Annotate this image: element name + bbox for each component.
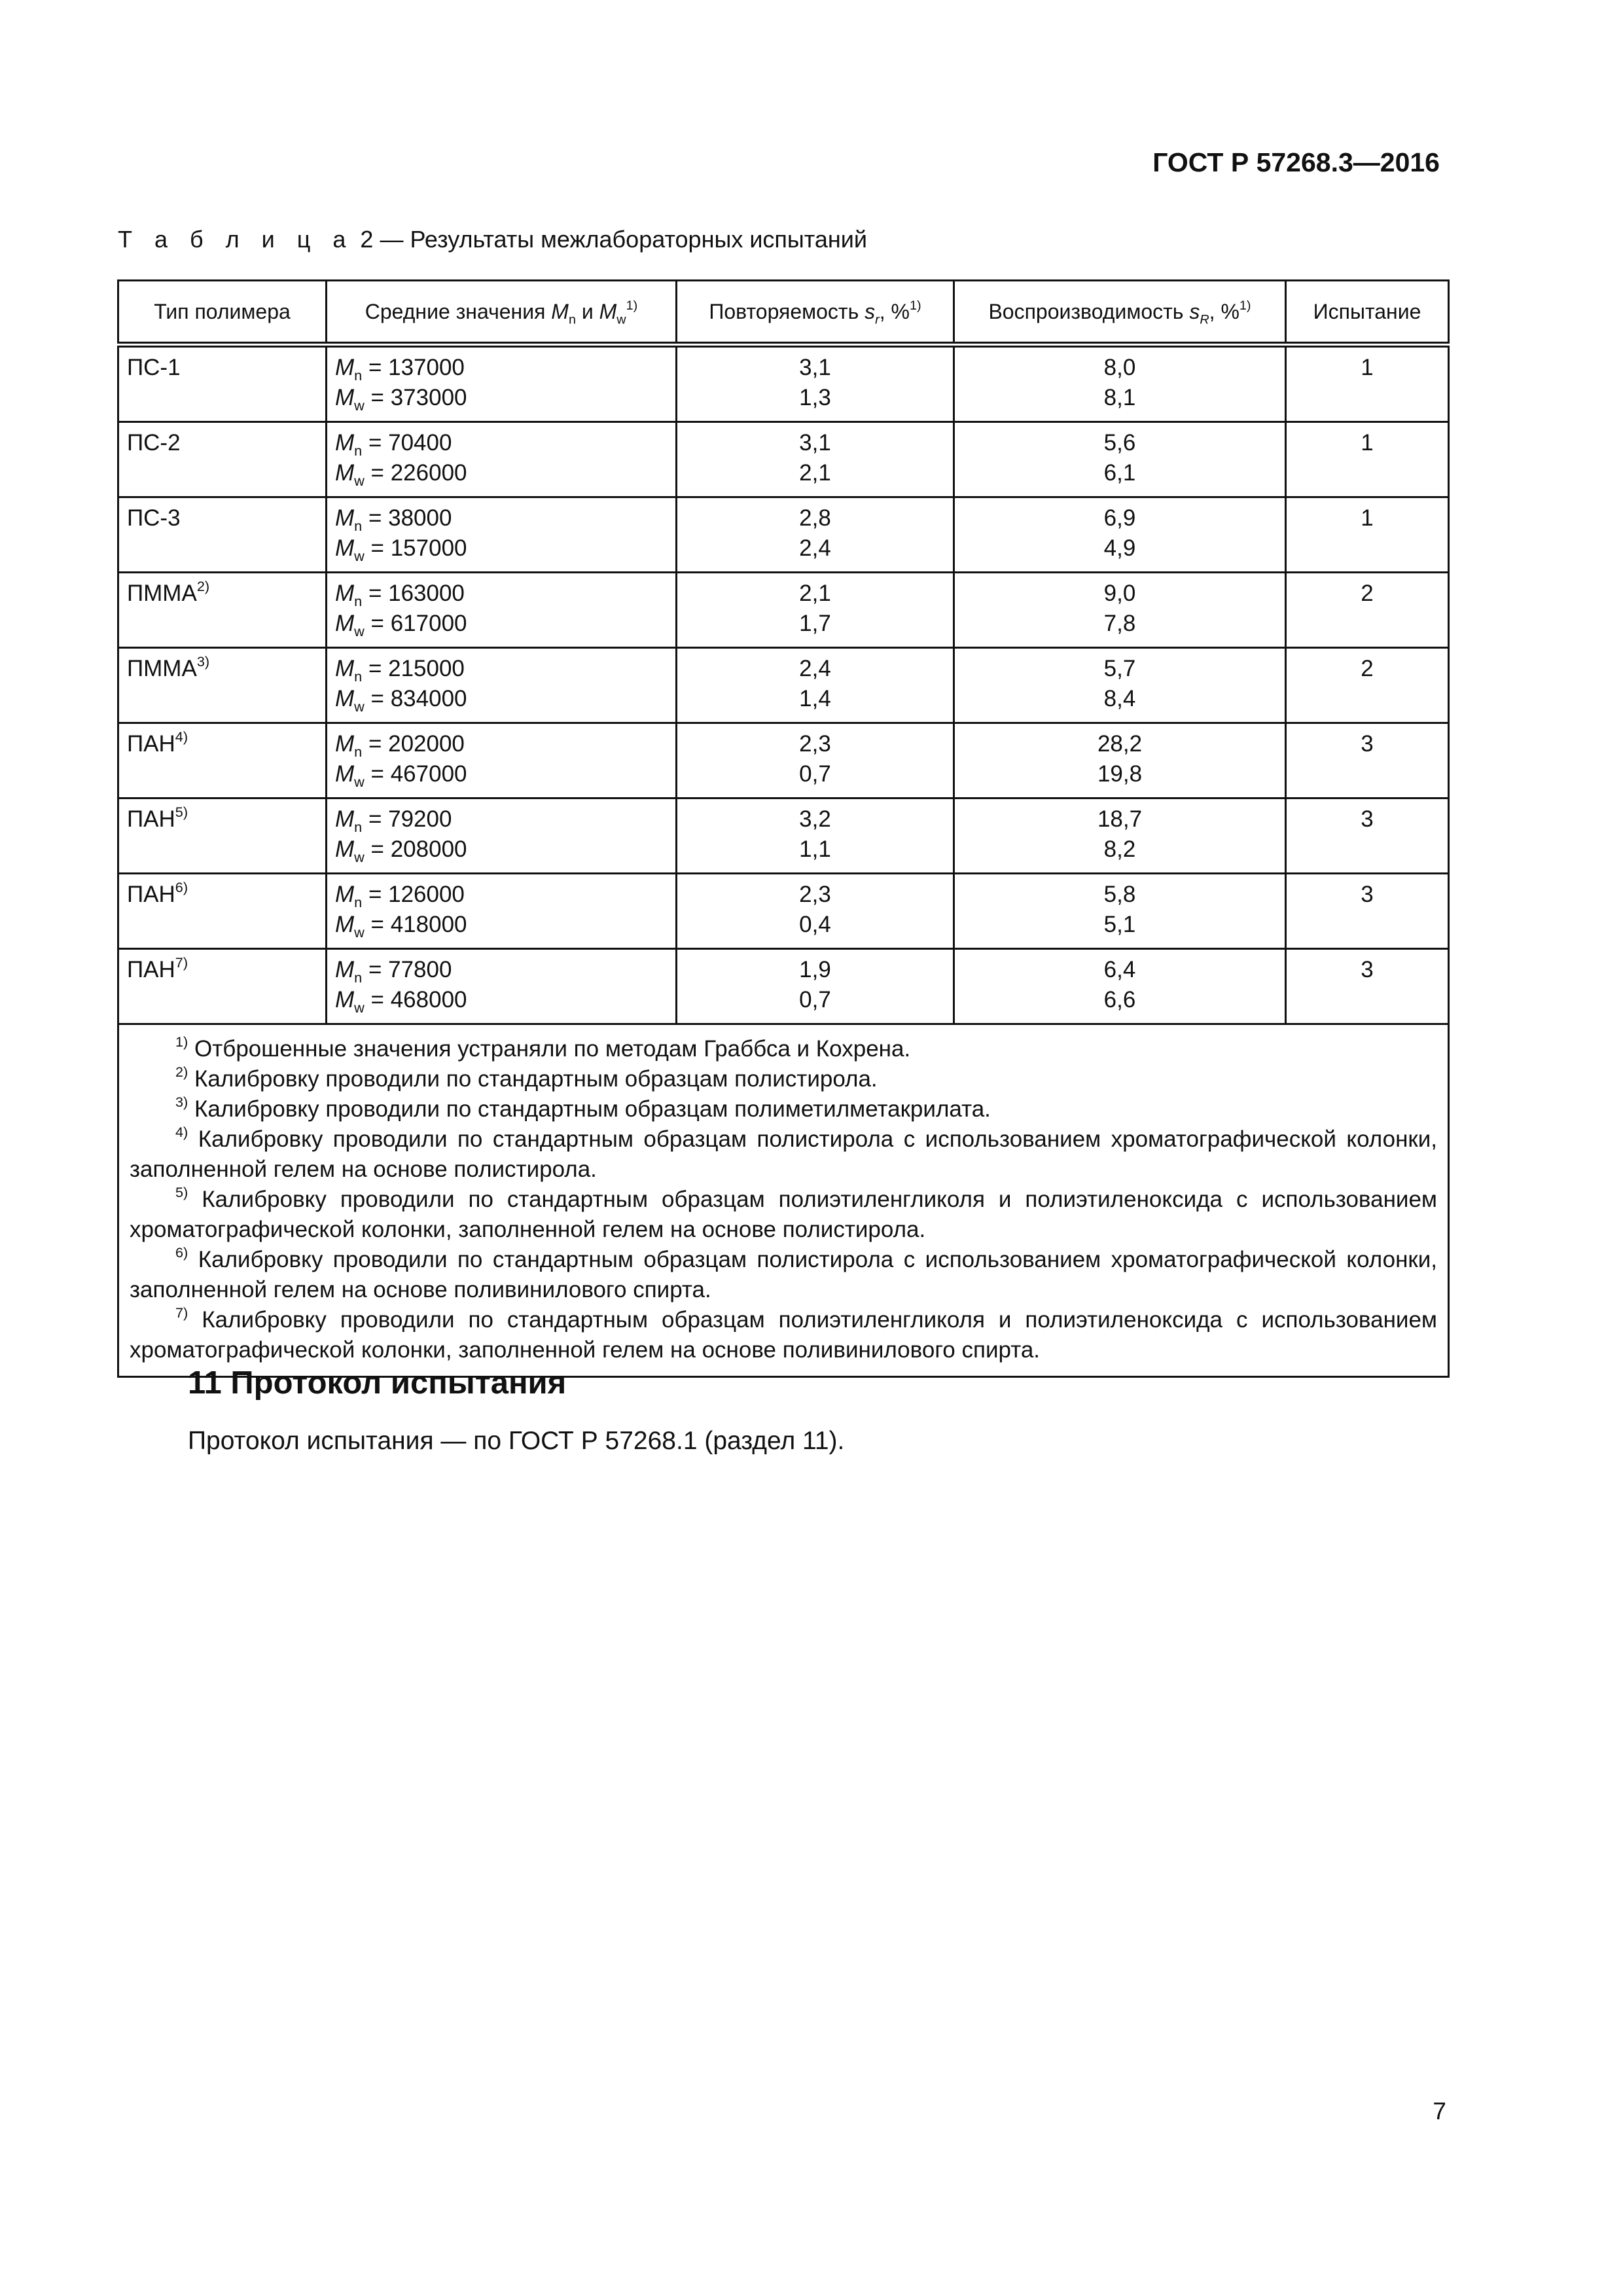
cell-repeatability: 3,2 1,1 [677, 798, 954, 874]
cell-reproducibility: 6,9 4,9 [954, 497, 1286, 573]
cell-test: 2 [1286, 573, 1449, 648]
cell-reproducibility: 28,2 19,8 [954, 723, 1286, 798]
table-row [118, 422, 1449, 497]
table-row [118, 723, 1449, 798]
cell-test: 1 [1286, 422, 1449, 497]
value-mn: $M_n = 70400$ [335, 430, 452, 459]
cell-averages [327, 723, 677, 798]
cell-test: 3 [1286, 723, 1449, 798]
cell-test: 2 [1286, 648, 1449, 723]
cell-averages [327, 422, 677, 497]
cell-averages [327, 648, 677, 723]
value-mw: $M_w = 418000$ [335, 912, 467, 941]
cell-repeatability: 1,9 0,7 [677, 949, 954, 1024]
cell-averages [327, 497, 677, 573]
results-table-wrapper [117, 279, 1448, 1378]
value-mn: $M_n = 202000$ [335, 731, 465, 760]
results-table [117, 279, 1450, 1378]
cell-polymer: ПММА$^{2)}$ [118, 573, 327, 648]
footnote: $^{7)}$ Калибровку проводили по стандартным образцам полиэтиленгликоля и полиэтиленоксида с использованием хроматографической колонки, заполненной гелем на основе поливинилового спирта. [130, 1304, 1437, 1363]
cell-repeatability: 2,3 0,7 [677, 723, 954, 798]
value-mn: $M_n = 79200$ [335, 806, 452, 835]
table-row [118, 497, 1449, 573]
cell-repeatability: 2,8 2,4 [677, 497, 954, 573]
header-polymer-type: Тип полимера [118, 281, 327, 345]
table-caption [118, 226, 867, 253]
cell-repeatability: 3,1 1,3 [677, 345, 954, 422]
table-row [118, 345, 1449, 422]
value-mw: $M_w = 208000$ [335, 836, 467, 865]
footnote: $^{3)}$ Калибровку проводили по стандартным образцам полиметилметакрилата. [175, 1094, 991, 1122]
value-mw: $M_w = 373000$ [335, 385, 467, 414]
cell-polymer: ПАН$^{6)}$ [118, 874, 327, 949]
table-caption-prefix: Т а б л и ц а [118, 226, 354, 253]
cell-test: 1 [1286, 497, 1449, 573]
table-row [118, 949, 1449, 1024]
footnote: $^{6)}$ Калибровку проводили по стандартным образцам полистирола с использованием хроматографической колонки, заполненной гелем на основе поливинилового спирта. [130, 1244, 1437, 1302]
table-footnotes-row [118, 1024, 1449, 1377]
cell-polymer: ПАН$^{5)}$ [118, 798, 327, 874]
cell-reproducibility: 9,0 7,8 [954, 573, 1286, 648]
value-mw: $M_w = 157000$ [335, 535, 467, 564]
cell-reproducibility: 18,7 8,2 [954, 798, 1286, 874]
cell-averages [327, 798, 677, 874]
cell-reproducibility: 5,7 8,4 [954, 648, 1286, 723]
cell-reproducibility: 6,4 6,6 [954, 949, 1286, 1024]
cell-polymer: ПС-3 [118, 497, 327, 573]
cell-averages [327, 573, 677, 648]
value-mn: $M_n = 215000$ [335, 656, 465, 685]
cell-test: 1 [1286, 345, 1449, 422]
footnote: $^{4)}$ Калибровку проводили по стандартным образцам полистирола с использованием хроматографической колонки, заполненной гелем на основе полистирола. [130, 1124, 1437, 1182]
footnote: $^{2)}$ Калибровку проводили по стандартным образцам полистирола. [175, 1064, 878, 1092]
table-footnotes [118, 1024, 1449, 1377]
header-test: Испытание [1286, 281, 1449, 345]
section-title: 11 Протокол испытания [188, 1365, 567, 1401]
footnote: $^{5)}$ Калибровку проводили по стандартным образцам полиэтиленгликоля и полиэтиленоксида с использованием хроматографической колонки, заполненной гелем на основе полистирола. [130, 1184, 1437, 1242]
table-row [118, 648, 1449, 723]
table-caption-number: 2 [360, 226, 374, 253]
table-caption-title: — Результаты межлабораторных испытаний [380, 226, 868, 253]
value-mn: $M_n = 163000$ [335, 581, 465, 609]
cell-polymer: ПАН$^{7)}$ [118, 949, 327, 1024]
header-repeatability: Повторяемость $s_r$, %$^{1)}$ [677, 281, 954, 345]
value-mn: $M_n = 126000$ [335, 882, 465, 910]
cell-test: 3 [1286, 949, 1449, 1024]
value-mw: $M_w = 468000$ [335, 987, 467, 1016]
table-row [118, 573, 1449, 648]
cell-polymer: ПС-1 [118, 345, 327, 422]
value-mn: $M_n = 77800$ [335, 957, 452, 986]
table-row [118, 874, 1449, 949]
header-reproducibility: Воспроизводимость $s_R$, %$^{1)}$ [954, 281, 1286, 345]
cell-averages [327, 874, 677, 949]
header-average-values: Средние значения $M_n$ и $M_w^{1)}$ [327, 281, 677, 345]
value-mw: $M_w = 226000$ [335, 460, 467, 489]
cell-reproducibility: 5,6 6,1 [954, 422, 1286, 497]
cell-repeatability: 3,1 2,1 [677, 422, 954, 497]
value-mw: $M_w = 617000$ [335, 611, 467, 639]
cell-averages [327, 949, 677, 1024]
cell-repeatability: 2,3 0,4 [677, 874, 954, 949]
cell-polymer: ПММА$^{3)}$ [118, 648, 327, 723]
footnote: $^{1)}$ Отброшенные значения устраняли по методам Граббса и Кохрена. [175, 1033, 911, 1062]
cell-reproducibility: 8,0 8,1 [954, 345, 1286, 422]
document-code: ГОСТ Р 57268.3—2016 [1152, 147, 1440, 177]
cell-averages [327, 345, 677, 422]
cell-polymer: ПС-2 [118, 422, 327, 497]
value-mw: $M_w = 834000$ [335, 686, 467, 715]
section-body: Протокол испытания — по ГОСТ Р 57268.1 (раздел 11). [188, 1427, 845, 1455]
page-number: 7 [1433, 2098, 1446, 2125]
cell-reproducibility: 5,8 5,1 [954, 874, 1286, 949]
table-row [118, 798, 1449, 874]
cell-repeatability: 2,4 1,4 [677, 648, 954, 723]
value-mn: $M_n = 38000$ [335, 505, 452, 534]
cell-test: 3 [1286, 874, 1449, 949]
value-mn: $M_n = 137000$ [335, 355, 465, 384]
cell-polymer: ПАН$^{4)}$ [118, 723, 327, 798]
cell-repeatability: 2,1 1,7 [677, 573, 954, 648]
table-header-row [118, 281, 1449, 345]
value-mw: $M_w = 467000$ [335, 761, 467, 790]
cell-test: 3 [1286, 798, 1449, 874]
